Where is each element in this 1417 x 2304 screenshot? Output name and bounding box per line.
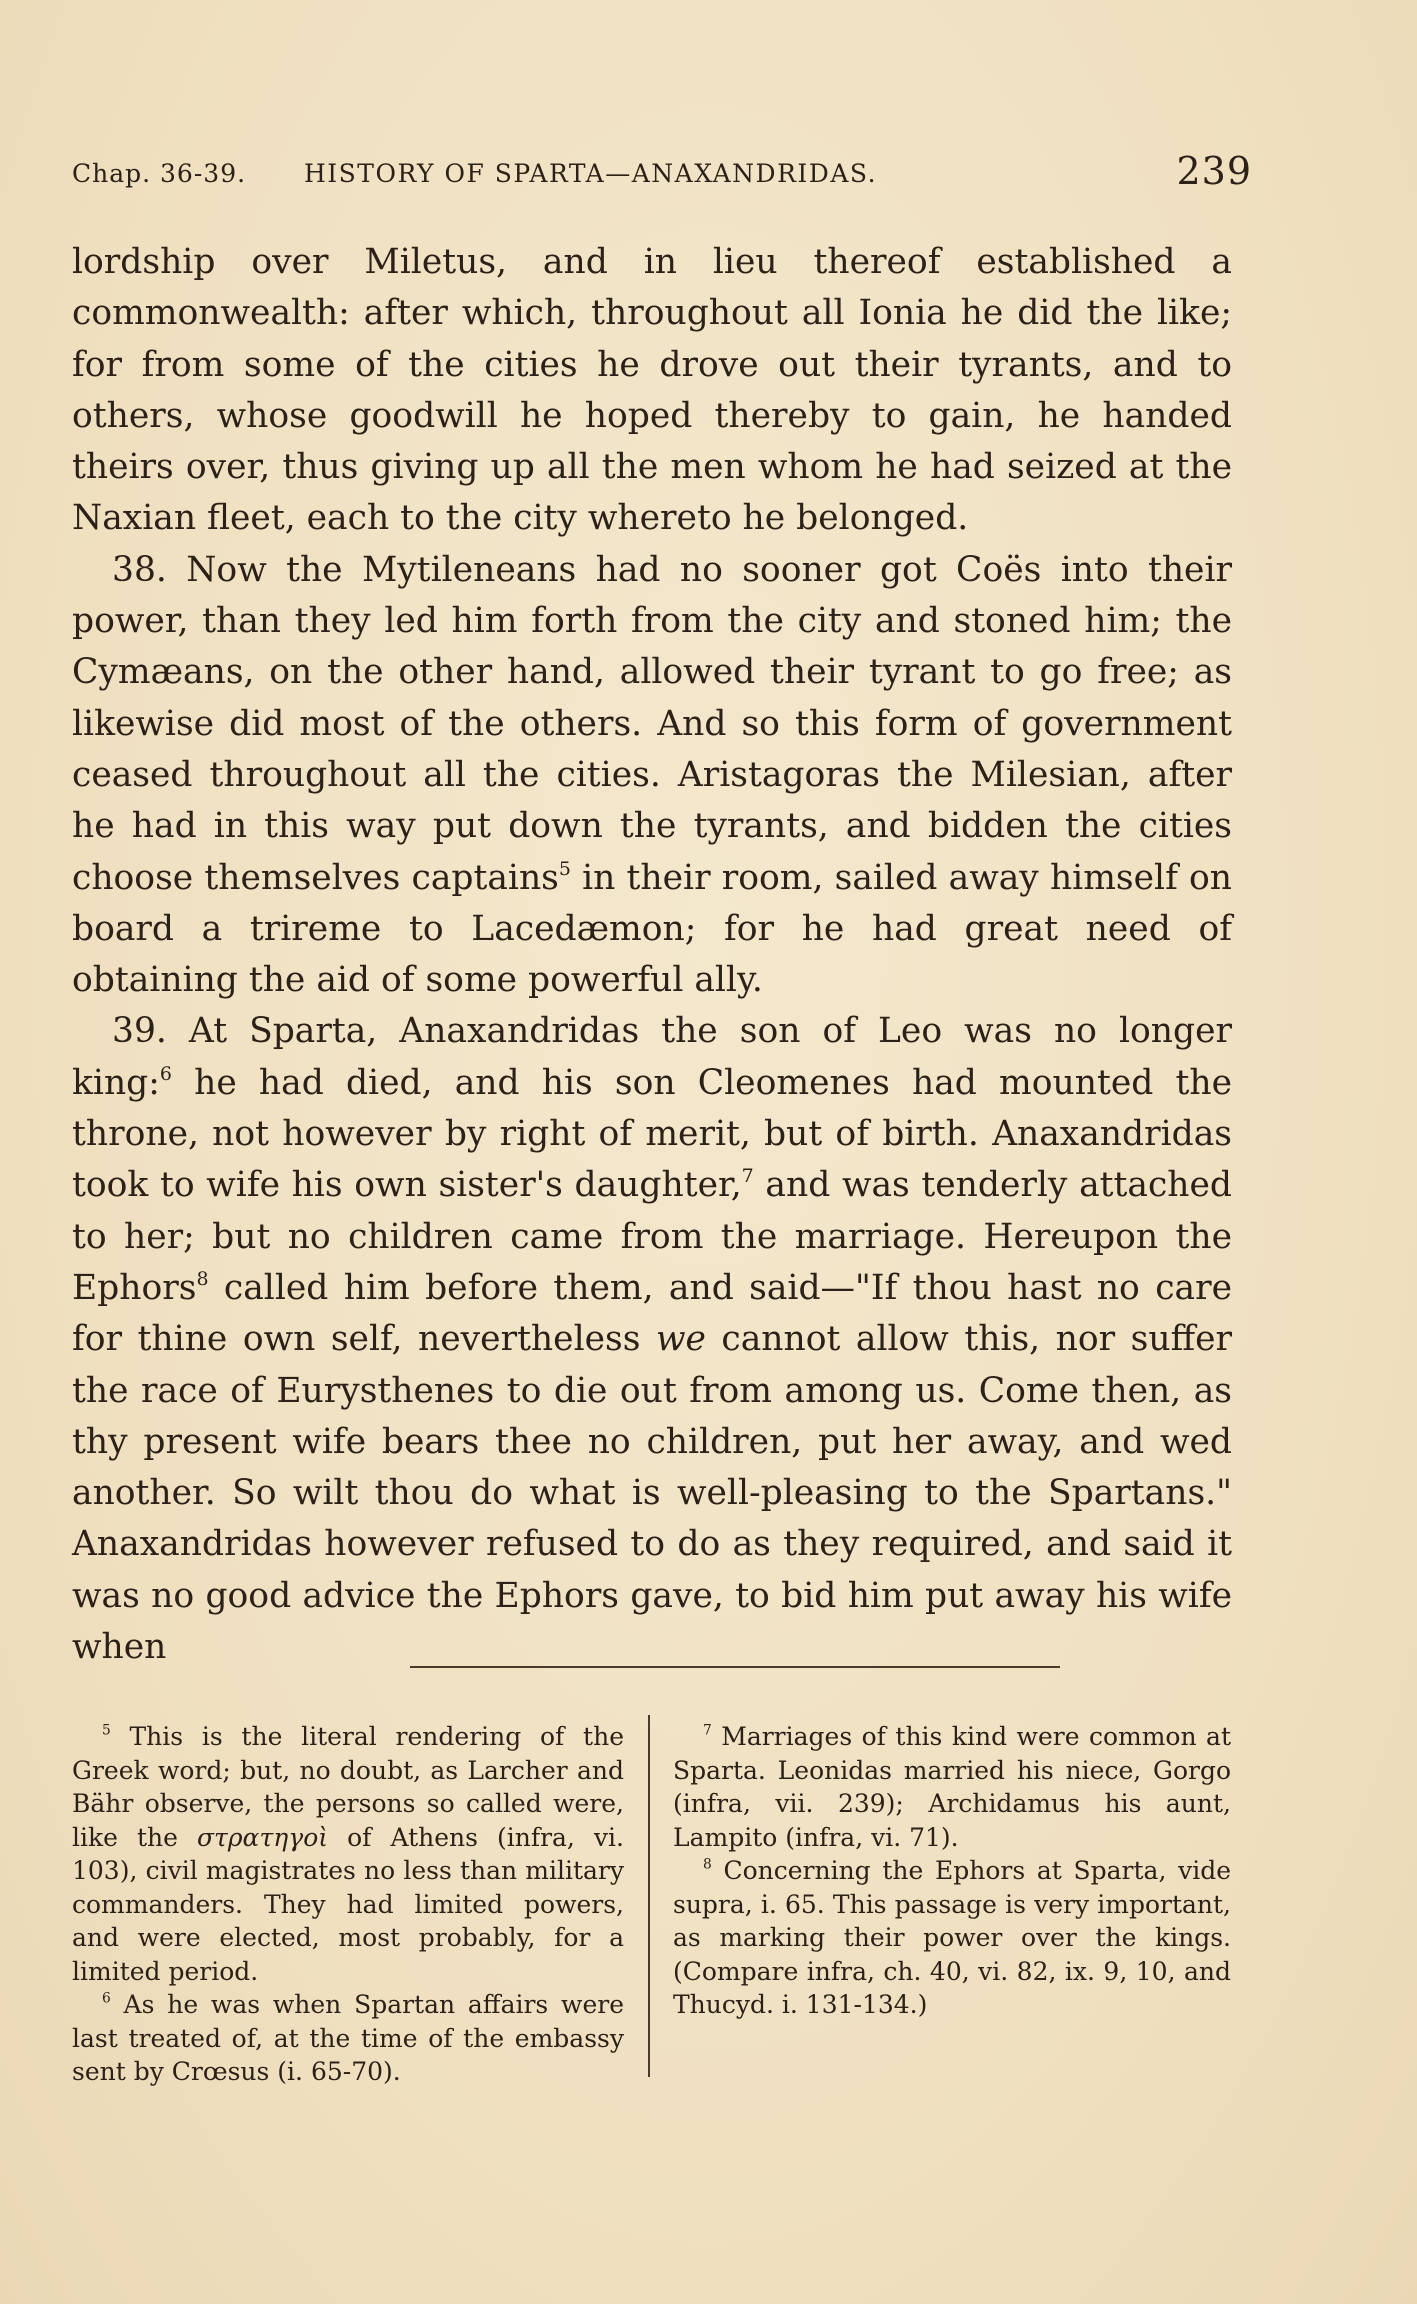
footnote-ref-7: 7: [741, 1165, 754, 1188]
footnotes-right-column: [673, 1720, 1231, 2022]
footnote-ref-6: 6: [159, 1062, 172, 1085]
running-head: [72, 145, 1252, 195]
footnote-column-divider: [648, 1715, 650, 2077]
footnote-6: $^6$ As he was when Spartan affairs were last treated of, at the time of the embassy sent by Crœsus (i. 65-70).: [72, 1990, 624, 2086]
paragraph-continuation: lordship over Miletus, and in lieu thereof established a commonwealth: after which, throughout all Ionia he did the like; for from some of the cities he drove out their tyrants, and to others, whose goodwill he hoped thereby to gain, he handed theirs over, thus giving up all the men whom he had seized at the Naxian fleet, each to the city whereto he belonged.: [72, 242, 1232, 539]
footnotes-left-column: [72, 1720, 624, 2089]
greek-word: στρατηγοὶ: [196, 1822, 329, 1852]
footnote-ref-5: 5: [558, 857, 571, 880]
footnote-rule: [410, 1666, 1060, 1668]
footnote-8: $^8$ Concerning the Ephors at Sparta, vide supra, i. 65. This passage is very important, as marking their power over the kings. (Compare infra, ch. 40, vi. 82, ix. 9, 10, and Thucyd. i. 131-134.): [673, 1856, 1231, 2019]
emphasis-we: we: [655, 1319, 706, 1360]
main-text: [72, 237, 1232, 1673]
footnote-7: $^7$ Marriages of this kind were common at Sparta. Leonidas married his niece, Gorgo (infra, vii. 239); Archidamus his aunt, Lampito (infra, vi. 71).: [673, 1722, 1231, 1852]
paragraph-38: 38. Now the Mytileneans had no sooner got Coës into their power, than they led him forth from the city and stoned him; the Cymæans, on the other hand, allowed their tyrant to go free; as likewise did most of the others. And so this form of government ceased throughout all the cities. Aristagoras the Milesian, after he had in this way put down the tyrants, and bidden the cities choose themselves captains$^5$ in their room, sailed away himself on board a trireme to Lacedæmon; for he had great need of obtaining the aid of some powerful ally.: [72, 549, 1232, 1001]
footnote-ref-8: 8: [196, 1267, 209, 1290]
page-number: 239: [1176, 149, 1252, 193]
running-title: HISTORY OF SPARTA—ANAXANDRIDAS.: [304, 159, 878, 188]
paragraph-39: 39. At Sparta, Anaxandridas the son of Leo was no longer king:$^6$ he had died, and his son Cleomenes had mounted the throne, not however by right of merit, but of birth. Anaxandridas took to wife his own sister's daughter,$^7$ and was tenderly attached to her; but no children came from the marriage. Hereupon the Ephors$^8$ called him before them, and said—"If thou hast no care for thine own self, nevertheless we cannot allow this, nor suffer the race of Eurysthenes to die out from among us. Come then, as thy present wife bears thee no children, put her away, and wed another. So wilt thou do what is well-pleasing to the Spartans." Anaxandridas however refused to do as they required, and said it was no good advice the Ephors gave, to bid him put away his wife when: [72, 1011, 1232, 1668]
footnote-5: $^5$ This is the literal rendering of the Greek word; but, no doubt, as Larcher and Bähr observe, the persons so called were, like the στρατηγοὶ of Athens (infra, vi. 103), civil magistrates no less than military commanders. They had limited powers, and were elected, most probably, for a limited period.: [72, 1722, 624, 1986]
chapter-reference: Chap. 36-39.: [72, 159, 247, 188]
